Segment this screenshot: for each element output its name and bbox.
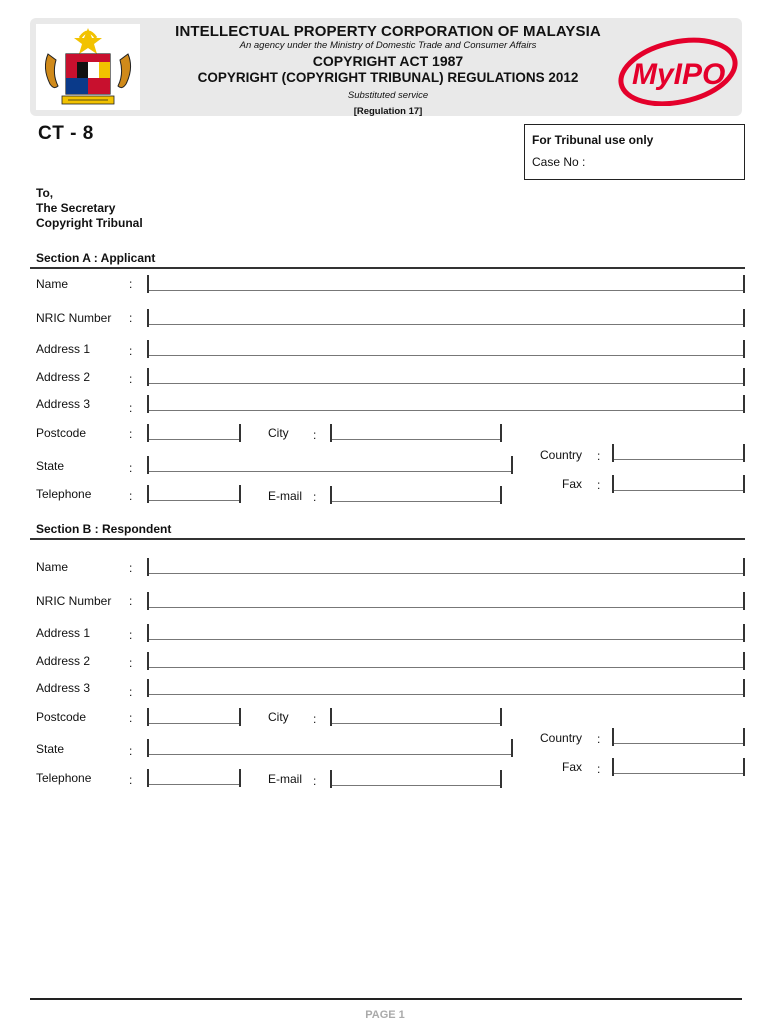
applicant-fax-field[interactable] xyxy=(612,475,745,493)
organization-name: INTELLECTUAL PROPERTY CORPORATION OF MALAYSIA xyxy=(175,23,601,40)
applicant-city-label: City xyxy=(268,426,289,440)
applicant-city-field[interactable] xyxy=(330,424,502,442)
applicant-postcode-label: Postcode xyxy=(36,426,87,440)
colon: : xyxy=(129,311,133,325)
respondent-state-label: State xyxy=(36,742,65,756)
colon: : xyxy=(597,732,601,746)
respondent-address3-field[interactable] xyxy=(147,679,745,697)
colon: : xyxy=(313,428,317,442)
respondent-email-field[interactable] xyxy=(330,770,502,788)
respondent-state-field[interactable] xyxy=(147,739,513,757)
applicant-address1-label: Address 1 xyxy=(36,342,91,356)
applicant-telephone-label: Telephone xyxy=(36,487,92,501)
regulations-title: COPYRIGHT (COPYRIGHT TRIBUNAL) REGULATIONS 2012 xyxy=(197,70,579,85)
respondent-name-label: Name xyxy=(36,560,69,574)
page-number: PAGE 1 xyxy=(365,1009,405,1021)
addressee-block xyxy=(36,186,143,231)
section-a-divider xyxy=(30,267,745,269)
colon: : xyxy=(129,656,133,670)
colon: : xyxy=(129,685,133,699)
respondent-address2-label: Address 2 xyxy=(36,654,91,668)
tribunal-use-title: For Tribunal use only xyxy=(532,133,654,147)
colon: : xyxy=(129,344,133,358)
addressee-line-tribunal: Copyright Tribunal xyxy=(36,216,143,230)
applicant-email-label: E-mail xyxy=(268,489,303,503)
applicant-fax-label: Fax xyxy=(562,477,583,491)
respondent-city-field[interactable] xyxy=(330,708,502,726)
applicant-telephone-field[interactable] xyxy=(147,485,241,503)
form-code: CT - 8 xyxy=(38,123,94,144)
section-b-divider xyxy=(30,538,745,540)
colon: : xyxy=(129,628,133,642)
colon: : xyxy=(129,401,133,415)
applicant-name-field[interactable] xyxy=(147,275,745,293)
applicant-state-label: State xyxy=(36,459,65,473)
respondent-address1-field[interactable] xyxy=(147,624,745,642)
respondent-city-label: City xyxy=(268,710,289,724)
colon: : xyxy=(597,478,601,492)
applicant-address3-label: Address 3 xyxy=(36,397,91,411)
applicant-state-field[interactable] xyxy=(147,456,513,474)
form-subtitle: Substituted service xyxy=(347,90,429,101)
respondent-postcode-label: Postcode xyxy=(36,710,87,724)
applicant-country-label: Country xyxy=(540,448,583,462)
colon: : xyxy=(129,277,133,291)
respondent-fax-field[interactable] xyxy=(612,758,745,776)
footer-divider xyxy=(30,998,742,1000)
header-title-block xyxy=(158,18,618,117)
applicant-email-field[interactable] xyxy=(330,486,502,504)
colon: : xyxy=(597,762,601,776)
myipo-logo-icon xyxy=(612,34,740,106)
respondent-nric-label: NRIC Number xyxy=(36,594,112,608)
respondent-email-label: E-mail xyxy=(268,772,303,786)
colon: : xyxy=(129,594,133,608)
colon: : xyxy=(313,774,317,788)
respondent-country-label: Country xyxy=(540,731,583,745)
colon: : xyxy=(129,372,133,386)
logo-text: MyIPO xyxy=(632,58,726,91)
respondent-telephone-label: Telephone xyxy=(36,771,92,785)
respondent-country-field[interactable] xyxy=(612,728,745,746)
colon: : xyxy=(129,461,133,475)
malaysia-coat-of-arms-icon xyxy=(36,24,140,110)
colon: : xyxy=(129,711,133,725)
respondent-address3-label: Address 3 xyxy=(36,681,91,695)
applicant-address1-field[interactable] xyxy=(147,340,745,358)
respondent-address2-field[interactable] xyxy=(147,652,745,670)
respondent-telephone-field[interactable] xyxy=(147,769,241,787)
applicant-name-label: Name xyxy=(36,277,69,291)
applicant-address2-label: Address 2 xyxy=(36,370,91,384)
respondent-postcode-field[interactable] xyxy=(147,708,241,726)
applicant-nric-field[interactable] xyxy=(147,309,745,327)
header-banner xyxy=(30,18,742,116)
applicant-country-field[interactable] xyxy=(612,444,745,462)
colon: : xyxy=(129,773,133,787)
section-b-title: Section B : Respondent xyxy=(36,522,172,536)
addressee-line-to: To, xyxy=(36,186,54,200)
respondent-nric-field[interactable] xyxy=(147,592,745,610)
applicant-nric-label: NRIC Number xyxy=(36,311,112,325)
colon: : xyxy=(313,490,317,504)
section-a-title: Section A : Applicant xyxy=(36,251,156,265)
addressee-line-secretary: The Secretary xyxy=(36,201,116,215)
colon: : xyxy=(129,561,133,575)
regulation-number: [Regulation 17] xyxy=(353,106,423,117)
colon: : xyxy=(313,712,317,726)
colon: : xyxy=(129,744,133,758)
tribunal-use-box xyxy=(524,124,745,180)
colon: : xyxy=(129,489,133,503)
colon: : xyxy=(597,449,601,463)
applicant-postcode-field[interactable] xyxy=(147,424,241,442)
applicant-address3-field[interactable] xyxy=(147,395,745,413)
colon: : xyxy=(129,427,133,441)
case-number-label: Case No : xyxy=(532,155,586,169)
respondent-fax-label: Fax xyxy=(562,760,583,774)
act-title: COPYRIGHT ACT 1987 xyxy=(312,53,464,69)
respondent-address1-label: Address 1 xyxy=(36,626,91,640)
applicant-address2-field[interactable] xyxy=(147,368,745,386)
respondent-name-field[interactable] xyxy=(147,558,745,576)
agency-note: An agency under the Ministry of Domestic Trade and Consumer Affairs xyxy=(239,40,537,51)
